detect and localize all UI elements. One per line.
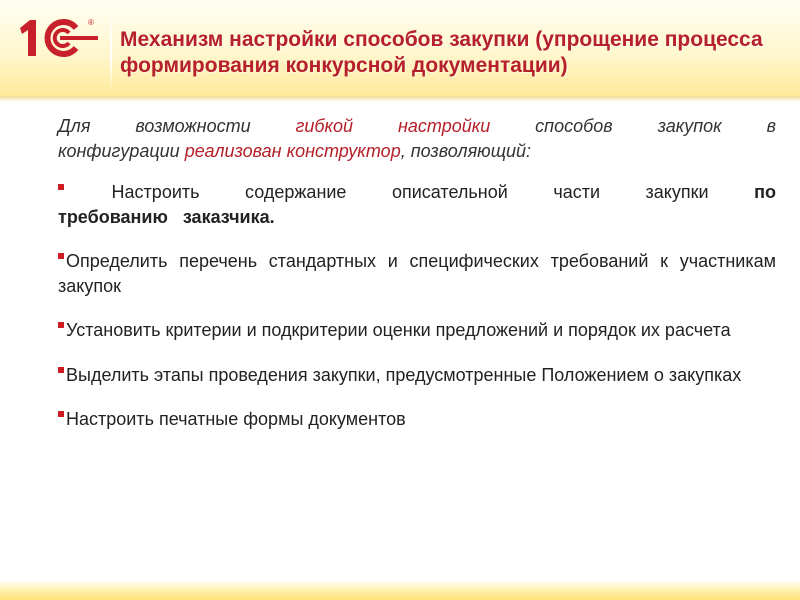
bullet-2-text: Определить перечень стандартных и специфических требований к участникам закупок: [58, 251, 776, 296]
intro-paragraph: [58, 114, 776, 164]
intro-highlight-1: гибкой настройки: [295, 116, 491, 136]
header-shadow: [0, 96, 800, 102]
bullet-1-bold-start: по: [754, 182, 776, 202]
registered-mark: ®: [88, 18, 94, 27]
intro-text-1: Для возможности: [58, 116, 296, 136]
list-item: [58, 249, 776, 299]
bullet-1-line-1: [58, 180, 776, 205]
1c-logo: [14, 16, 102, 60]
bullet-marker-icon: [58, 322, 64, 328]
bullet-marker-icon: [58, 184, 64, 190]
bullet-marker-icon: [58, 411, 64, 417]
list-item: [58, 180, 776, 230]
bullet-1-text: Настроить содержание описательной части закупки: [66, 182, 755, 202]
bullet-3-text: Установить критерии и подкритерии оценки предложений и порядок их расчета: [66, 320, 731, 340]
intro-line-1: [58, 114, 776, 139]
intro-highlight-2: реализован конструктор: [184, 141, 401, 161]
bullet-1-bold: требованию заказчика.: [58, 207, 275, 227]
content-body: [58, 114, 776, 432]
list-item: [58, 363, 776, 388]
intro-text-2: способов закупок в: [490, 116, 776, 136]
footer-band: [0, 580, 800, 600]
bullet-5-text: Настроить печатные формы документов: [66, 409, 406, 429]
bullet-marker-icon: [58, 367, 64, 373]
intro-text-3: конфигурации: [58, 141, 185, 161]
intro-text-4: , позволяющий:: [400, 141, 532, 161]
list-item: [58, 407, 776, 432]
bullet-4-text: Выделить этапы проведения закупки, предусмотренные Положением о закупках: [66, 365, 742, 385]
page-title: Механизм настройки способов закупки (упрощение процесса формирования конкурсной документации): [120, 28, 763, 77]
bullet-marker-icon: [58, 253, 64, 259]
list-item: [58, 318, 776, 343]
logo-divider: [110, 10, 112, 90]
